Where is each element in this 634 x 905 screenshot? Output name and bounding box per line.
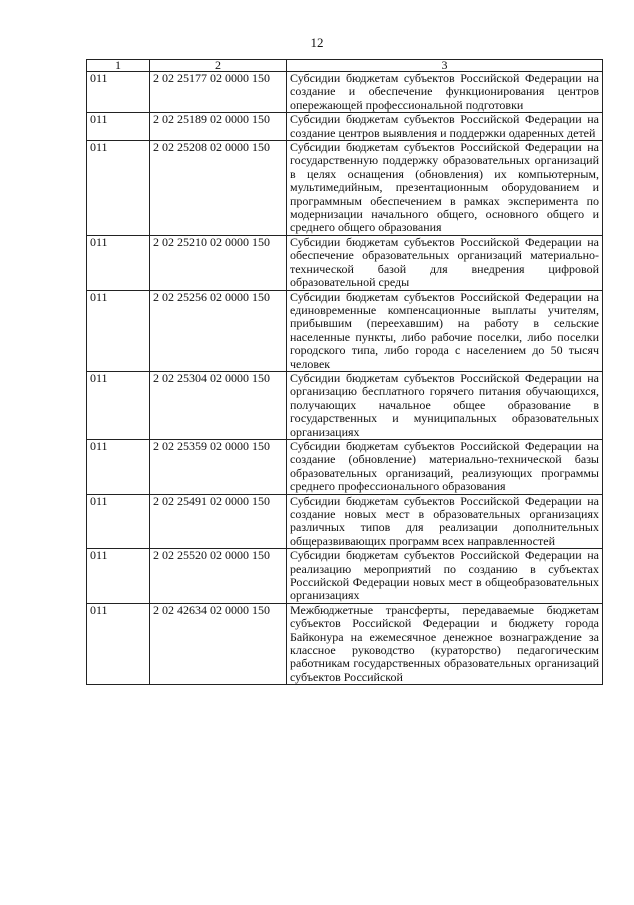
table-row xyxy=(87,549,603,604)
admin-code-cell: 011 xyxy=(87,235,150,290)
table-row xyxy=(87,235,603,290)
admin-code-cell: 011 xyxy=(87,603,150,684)
revenue-name-cell: Субсидии бюджетам субъектов Российской Федерации на создание центров выявления и поддержки одаренных детей xyxy=(287,113,603,141)
table-row xyxy=(87,290,603,371)
table-row xyxy=(87,494,603,549)
budget-code-cell: 2 02 25491 02 0000 150 xyxy=(150,494,287,549)
header-column-3: 3 xyxy=(287,60,603,72)
revenue-name-cell: Субсидии бюджетам субъектов Российской Федерации на создание (обновление) материально-технической базы образовательных организаций, реализующих программы среднего профессионального образования xyxy=(287,439,603,494)
page-number: 12 xyxy=(310,35,324,50)
budget-code-cell: 2 02 42634 02 0000 150 xyxy=(150,603,287,684)
budget-code-cell: 2 02 25520 02 0000 150 xyxy=(150,549,287,604)
table-row xyxy=(87,439,603,494)
budget-code-cell: 2 02 25304 02 0000 150 xyxy=(150,371,287,439)
revenue-name-cell: Субсидии бюджетам субъектов Российской Федерации на реализацию мероприятий по созданию в субъектах Российской Федерации новых мест в общеобразовательных организациях xyxy=(287,549,603,604)
admin-code-cell: 011 xyxy=(87,72,150,113)
table-row xyxy=(87,113,603,141)
revenue-name-cell: Межбюджетные трансферты, передаваемые бюджетам субъектов Российской Федерации и бюджету города Байконура на ежемесячное денежное вознаграждение за классное руководство (кураторство) педагогическим работникам государственных образовательных организаций субъектов Российской xyxy=(287,603,603,684)
budget-code-cell: 2 02 25189 02 0000 150 xyxy=(150,113,287,141)
admin-code-cell: 011 xyxy=(87,494,150,549)
table-row xyxy=(87,72,603,113)
budget-code-cell: 2 02 25177 02 0000 150 xyxy=(150,72,287,113)
budget-code-cell: 2 02 25359 02 0000 150 xyxy=(150,439,287,494)
revenue-name-cell: Субсидии бюджетам субъектов Российской Федерации на организацию бесплатного горячего питания обучающихся, получающих начальное общее образование в государственных и муниципальных образовательных организациях xyxy=(287,371,603,439)
admin-code-cell: 011 xyxy=(87,371,150,439)
admin-code-cell: 011 xyxy=(87,439,150,494)
header-column-1: 1 xyxy=(87,60,150,72)
table-header-row xyxy=(87,60,603,72)
table-row xyxy=(87,141,603,236)
revenue-name-cell: Субсидии бюджетам субъектов Российской Федерации на создание новых мест в образовательных организациях различных типов для реализации дополнительных общеразвивающих программ всех направленностей xyxy=(287,494,603,549)
budget-code-cell: 2 02 25210 02 0000 150 xyxy=(150,235,287,290)
revenue-name-cell: Субсидии бюджетам субъектов Российской Федерации на единовременные компенсационные выплаты учителям, прибывшим (переехавшим) на работу в сельские населенные пункты, либо рабочие поселки, либо поселки городского типа, либо города с населением до 50 тысяч человек xyxy=(287,290,603,371)
header-column-2: 2 xyxy=(150,60,287,72)
admin-code-cell: 011 xyxy=(87,141,150,236)
budget-code-cell: 2 02 25208 02 0000 150 xyxy=(150,141,287,236)
table-row xyxy=(87,603,603,684)
budget-code-cell: 2 02 25256 02 0000 150 xyxy=(150,290,287,371)
admin-code-cell: 011 xyxy=(87,290,150,371)
revenue-name-cell: Субсидии бюджетам субъектов Российской Федерации на обеспечение образовательных организаций материально-технической базой для внедрения цифровой образовательной среды xyxy=(287,235,603,290)
budget-classification-table xyxy=(86,59,603,685)
admin-code-cell: 011 xyxy=(87,113,150,141)
revenue-name-cell: Субсидии бюджетам субъектов Российской Федерации на государственную поддержку образовательных организаций в целях оснащения (обновления) их компьютерным, мультимедийным, презентационным оборудованием и программным обеспечением в рамках эксперимента по модернизации начального общего, основного общего и среднего общего образования xyxy=(287,141,603,236)
table-row xyxy=(87,371,603,439)
revenue-name-cell: Субсидии бюджетам субъектов Российской Федерации на создание и обеспечение функционирования центров опережающей профессиональной подготовки xyxy=(287,72,603,113)
admin-code-cell: 011 xyxy=(87,549,150,604)
